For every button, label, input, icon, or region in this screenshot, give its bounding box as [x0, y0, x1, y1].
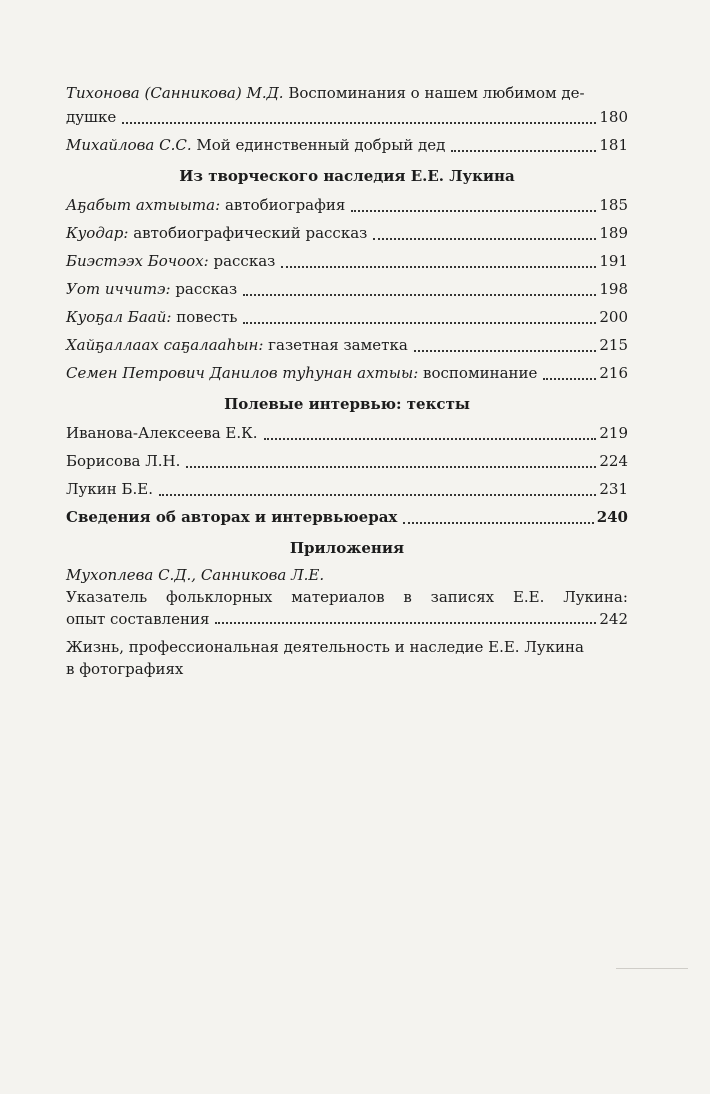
toc-entry[interactable] [66, 192, 628, 218]
entry-title: Воспоминания о нашем любимом де- [288, 84, 585, 102]
entry-text [66, 304, 237, 330]
toc-entry[interactable] [66, 360, 628, 386]
toc-entry-line [66, 608, 628, 630]
heritage-list [66, 192, 628, 386]
toc-entry-line [66, 104, 628, 130]
entry-italic-title: Куодар: [66, 224, 129, 242]
entry-italic-title: Куоҕал Баай: [66, 308, 172, 326]
entry-title-word: записях [430, 588, 495, 606]
entry-italic-title: Уот иччитэ: [66, 280, 171, 298]
page-number: 219 [599, 424, 628, 442]
entry-text [66, 332, 408, 358]
page-number: 242 [599, 610, 628, 628]
toc-entry[interactable] [66, 420, 628, 446]
page-number: 189 [599, 224, 628, 242]
toc-entry[interactable] [66, 276, 628, 302]
entry-text [66, 420, 258, 446]
entry-title: автобиография [224, 196, 346, 214]
entry-title-cont: опыт составления [66, 610, 210, 628]
dot-leader [351, 210, 596, 212]
page-number: 198 [599, 280, 628, 298]
entry-title: Лукин Б.Е. [66, 480, 153, 498]
dot-leader [414, 350, 597, 352]
toc-entry-mikhailova[interactable] [66, 132, 628, 158]
dot-leader [451, 150, 596, 152]
entry-title: повесть [176, 308, 238, 326]
page-number: 231 [599, 480, 628, 498]
entry-text [66, 276, 237, 302]
entry-text [66, 448, 180, 474]
entry-author: Михайлова С.С. [66, 136, 192, 154]
toc-entry-authors-info[interactable] [66, 504, 628, 530]
dot-leader [186, 466, 596, 468]
entry-italic-title: Аҕабыт ахтыыта: [66, 196, 221, 214]
entry-author: Мухоплева С.Д., Санникова Л.Е. [66, 566, 325, 584]
toc-entry[interactable] [66, 476, 628, 502]
dot-leader [373, 238, 596, 240]
entry-title: рассказ [213, 252, 276, 270]
entry-italic-title: Биэстээх Бочоох: [66, 252, 209, 270]
entry-title: газетная заметка [268, 336, 408, 354]
entry-title: Иванова-Алексеева Е.К. [66, 424, 258, 442]
entry-title: Борисова Л.Н. [66, 452, 181, 470]
entry-title-cont: душке [66, 108, 117, 126]
dot-leader [215, 622, 596, 624]
section-heading-interviews: Полевые интервью: тексты [224, 395, 470, 413]
dot-leader [122, 122, 596, 124]
entry-title-cont: в фотографиях [66, 660, 184, 678]
toc-entry[interactable] [66, 332, 628, 358]
entry-text [66, 248, 275, 274]
section-heading-appendix: Приложения [289, 539, 405, 557]
interview-list [66, 420, 628, 502]
entry-text [66, 360, 537, 386]
toc-entry[interactable] [66, 248, 628, 274]
entry-text [66, 220, 367, 246]
page-number: 181 [599, 136, 628, 154]
dot-leader [264, 438, 597, 440]
entry-title [66, 586, 628, 608]
dot-leader [543, 378, 596, 380]
table-of-contents [66, 82, 628, 682]
entry-title: Сведения об авторах и интервьюерах [66, 508, 398, 526]
toc-entry[interactable] [66, 448, 628, 474]
entry-italic-title: Семен Петрович Данилов туһунан ахтыы: [66, 364, 419, 382]
page-number: 224 [599, 452, 628, 470]
toc-entry[interactable] [66, 304, 628, 330]
dot-leader [403, 522, 593, 524]
entry-title: Мой единственный добрый дед [196, 136, 446, 154]
entry-title: воспоминание [423, 364, 538, 382]
entry-italic-title: Хайҕаллаах саҕалааһын: [66, 336, 264, 354]
dot-leader [243, 322, 596, 324]
toc-entry-tikhonova[interactable] [66, 82, 628, 130]
dot-leader [159, 494, 596, 496]
entry-title-word: в [403, 588, 412, 606]
entry-title: Жизнь, профессиональная деятельность и наследие Е.Е. Лукина [66, 638, 584, 656]
entry-title-word: Указатель [66, 588, 148, 606]
page-number: 240 [596, 508, 628, 526]
page-number: 216 [599, 364, 628, 382]
page-number: 180 [599, 108, 628, 126]
page-number: 191 [599, 252, 628, 270]
entry-title-word: Лукина: [563, 588, 628, 606]
dot-leader [243, 294, 596, 296]
section-heading-heritage: Из творческого наследия Е.Е. Лукина [179, 167, 515, 185]
entry-author: Тихонова (Санниковa) М.Д. [66, 84, 284, 102]
toc-entry-photos[interactable] [66, 636, 628, 680]
page-number: 185 [599, 196, 628, 214]
entry-title-word: материалов [291, 588, 385, 606]
entry-title: рассказ [175, 280, 238, 298]
page-number: 215 [599, 336, 628, 354]
entry-text [66, 192, 345, 218]
entry-title: автобиографический рассказ [133, 224, 368, 242]
toc-entry[interactable] [66, 220, 628, 246]
entry-title-word: Е.Е. [512, 588, 545, 606]
entry-title-word: фольклорных [165, 588, 273, 606]
toc-entry-line [66, 82, 628, 104]
paper-mark [616, 968, 688, 969]
entry-text [66, 476, 153, 502]
page-number: 200 [599, 308, 628, 326]
toc-entry-index[interactable] [66, 564, 628, 630]
dot-leader [281, 266, 596, 268]
